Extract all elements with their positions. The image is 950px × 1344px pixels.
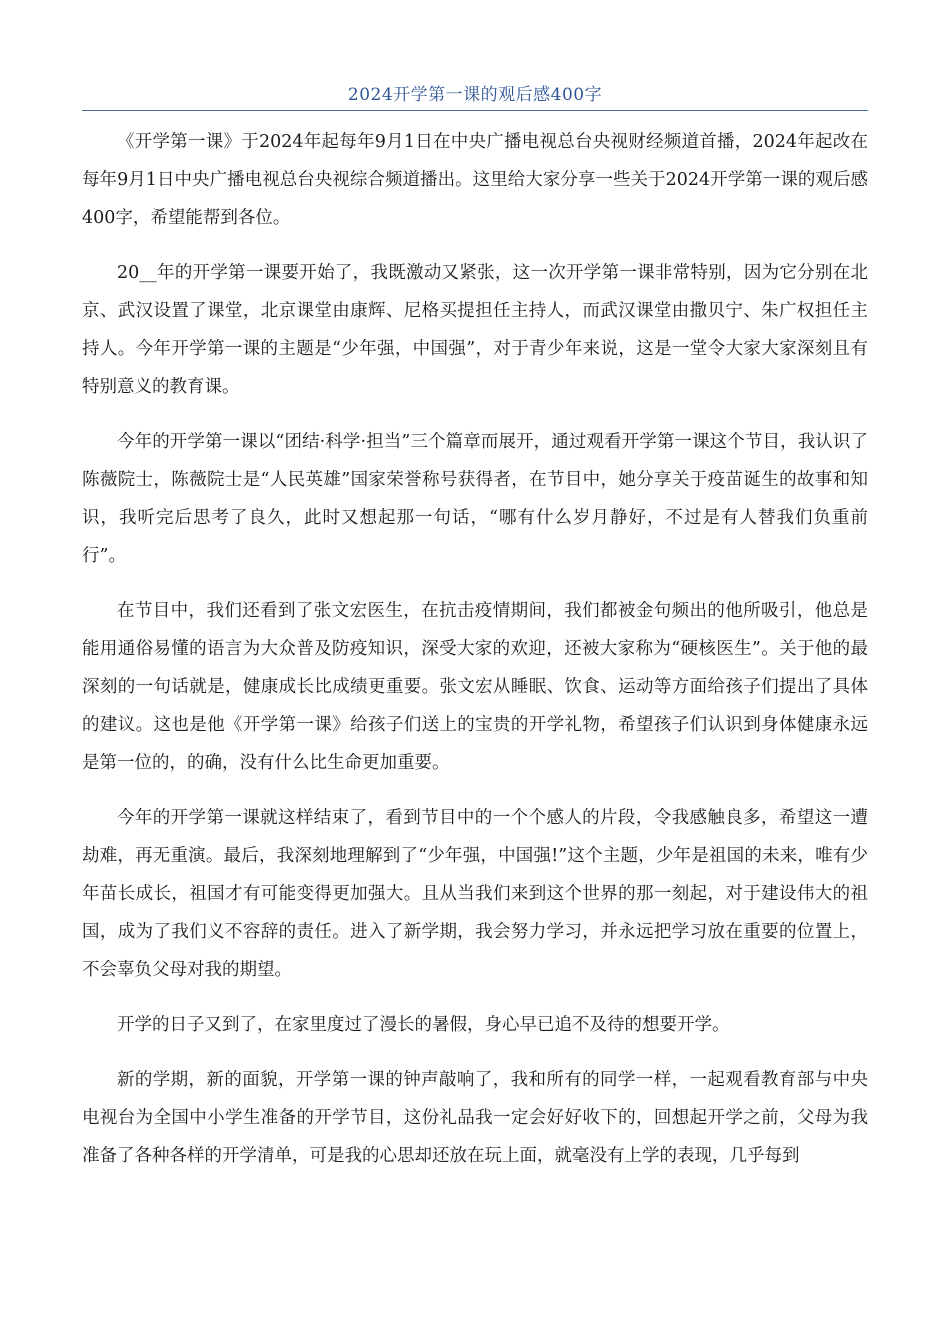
paragraph: 今年的开学第一课就这样结束了，看到节目中的一个个感人的片段，令我感触良多，希望这一遭劫难，再无重演。最后，我深刻地理解到了“少年强，中国强!”这个主题，少年是祖国的未来，唯有少年苗长成长，祖国才有可能变得更加强大。且从当我们来到这个世界的那一刻起，对于建设伟大的祖国，成为了我们义不容辞的责任。进入了新学期，我会努力学习，并永远把学习放在重要的位置上，不会辜负父母对我的期望。 xyxy=(82,808,868,980)
paragraph: 新的学期，新的面貌，开学第一课的钟声敲响了，我和所有的同学一样，一起观看教育部与中央电视台为全国中小学生准备的开学节目，这份礼品我一定会好好收下的，回想起开学之前，父母为我准备了各种各样的开学清单，可是我的心思却还放在玩上面，就毫没有上学的表现，几乎每到 xyxy=(82,1070,868,1166)
paragraph: 在节目中，我们还看到了张文宏医生，在抗击疫情期间，我们都被金句频出的他所吸引，他总是能用通俗易懂的语言为大众普及防疫知识，深受大家的欢迎，还被大家称为“硬核医生”。关于他的最深刻的一句话就是，健康成长比成绩更重要。张文宏从睡眠、饮食、运动等方面给孩子们提出了具体的建议。这也是他《开学第一课》给孩子们送上的宝贵的开学礼物，希望孩子们认识到身体健康永远是第一位的，的确，没有什么比生命更加重要。 xyxy=(82,601,868,773)
page-header xyxy=(82,84,868,111)
document-body xyxy=(82,123,868,1192)
paragraph-intro: 《开学第一课》于2024年起每年9月1日在中央广播电视总台央视财经频道首播，2024年起改在每年9月1日中央广播电视总台央视综合频道播出。这里给大家分享一些关于2024开学第一课的观后感400字，希望能帮到各位。 xyxy=(82,132,868,228)
paragraph: 开学的日子又到了，在家里度过了漫长的暑假，身心早已追不及待的想要开学。 xyxy=(117,1015,730,1035)
paragraph: 20__年的开学第一课要开始了，我既激动又紧张，这一次开学第一课非常特别，因为它分别在北京、武汉设置了课堂，北京课堂由康辉、尼格买提担任主持人，而武汉课堂由撒贝宁、朱广权担任主持人。今年开学第一课的主题是“少年强，中国强”，对于青少年来说，这是一堂令大家大家深刻且有特别意义的教育课。 xyxy=(82,263,868,397)
document-title: 2024开学第一课的观后感400字 xyxy=(347,85,603,105)
paragraph: 今年的开学第一课以“团结·科学·担当”三个篇章而展开，通过观看开学第一课这个节目，我认识了陈薇院士，陈薇院士是“人民英雄”国家荣誉称号获得者，在节目中，她分享关于疫苗诞生的故事和知识，我听完后思考了良久，此时又想起那一句话，“哪有什么岁月静好，不过是有人替我们负重前行”。 xyxy=(82,432,868,566)
